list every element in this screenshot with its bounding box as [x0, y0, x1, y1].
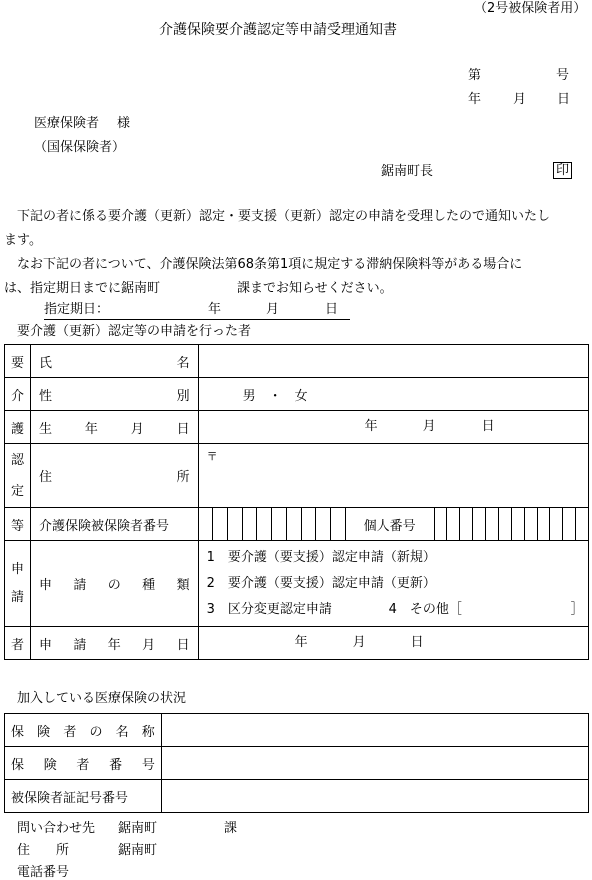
name-field[interactable] — [198, 345, 588, 378]
form-type-note: （2号被保険者用） — [474, 1, 587, 16]
contact-phone-label: 電話番号 — [17, 865, 70, 880]
recipient-sub: （国保保険者） — [34, 140, 126, 155]
birth-label: 生 年 月 日 — [38, 421, 190, 437]
due-date-day: 日 — [325, 302, 339, 317]
application-year: 年 — [294, 635, 308, 650]
side-char: 定 — [10, 483, 24, 499]
personal-number-boxes[interactable] — [435, 508, 588, 540]
side-char: 要 — [5, 345, 31, 378]
side-char: 護 — [5, 411, 31, 444]
contact-town: 鋸南町 — [118, 821, 158, 836]
doc-number-prefix: 第 — [468, 68, 482, 83]
applicant-table — [4, 344, 589, 660]
gender-label: 性 別 — [38, 388, 190, 404]
issue-date-month: 月 — [513, 92, 527, 107]
application-type-option-other[interactable]: 4 その他［ — [388, 601, 462, 617]
recipient-name: 医療保険者 — [34, 116, 100, 131]
application-type-option-change[interactable]: 3 区分変更認定申請 — [206, 601, 332, 617]
gender-field[interactable] — [198, 378, 588, 411]
contact-address-label: 住 所 — [17, 843, 70, 858]
application-type-option-renewal[interactable]: 2 要介護（要支援）認定申請（更新） — [206, 575, 436, 591]
birth-date-field[interactable] — [198, 411, 588, 444]
birth-month: 月 — [422, 419, 436, 434]
body-line-4a: は、指定期日までに鋸南町 — [4, 281, 161, 296]
birth-year: 年 — [364, 419, 378, 434]
card-number-label: 被保険者証記号番号 — [11, 790, 129, 806]
body-line-1: 下記の者に係る要介護（更新）認定・要支援（更新）認定の申請を受理したので通知いたし — [17, 209, 551, 224]
contact-address-value: 鋸南町 — [118, 843, 158, 858]
due-date-month: 月 — [266, 302, 280, 317]
gender-options: 男 ・ 女 — [242, 388, 308, 404]
application-day: 日 — [410, 635, 424, 650]
side-char: 請 — [10, 589, 24, 605]
side-char: 介 — [5, 378, 31, 411]
card-number-field[interactable] — [161, 780, 588, 813]
contact-dept-suffix: 課 — [224, 821, 238, 836]
application-month: 月 — [352, 635, 366, 650]
body-line-2: ます。 — [4, 233, 42, 248]
body-line-3: なお下記の者について、介護保険法第68条第1項に規定する滞納保険料等がある場合に — [17, 257, 523, 272]
body-line-4b: 課までお知らせください。 — [237, 281, 393, 296]
insurance-table — [4, 713, 589, 813]
insured-number-boxes[interactable] — [199, 508, 346, 540]
address-label: 住 所 — [38, 470, 190, 485]
application-type-label: 申 請 の 種 類 — [38, 578, 190, 593]
issue-date-day: 日 — [557, 92, 571, 107]
recipient-honorific: 様 — [117, 116, 131, 131]
issue-date-year: 年 — [468, 92, 482, 107]
seal-mark: 印 — [553, 162, 572, 179]
application-type-other-close: ］ — [570, 601, 584, 617]
contact-label: 問い合わせ先 — [17, 821, 96, 836]
insured-number-label: 介護保険被保険者番号 — [38, 518, 169, 534]
doc-number-suffix: 号 — [556, 68, 570, 83]
application-type-field — [198, 541, 588, 627]
side-char: 認 — [10, 452, 24, 468]
applicant-section-title: 要介護（更新）認定等の申請を行った者 — [17, 324, 252, 339]
side-char: 等 — [5, 508, 31, 541]
side-char: 者 — [5, 627, 31, 660]
document-title: 介護保険要介護認定等申請受理通知書 — [159, 22, 397, 38]
insurance-section-title: 加入している医療保険の状況 — [17, 691, 187, 706]
insurer-name-field[interactable] — [161, 714, 588, 747]
due-date-year: 年 — [208, 302, 222, 317]
insurer-name-label: 保 険 者 の 名 称 — [11, 724, 155, 740]
application-date-field[interactable] — [198, 627, 588, 660]
application-date-label: 申 請 年 月 日 — [38, 637, 190, 653]
personal-number-label: 個人番号 — [346, 508, 435, 540]
application-type-option-new[interactable]: 1 要介護（要支援）認定申請（新規） — [206, 549, 436, 565]
birth-day: 日 — [481, 419, 495, 434]
side-char: 申 — [10, 561, 24, 577]
insurer-number-label: 保 険 者 番 号 — [11, 757, 155, 773]
due-date-label: 指定期日： — [44, 302, 110, 317]
address-field[interactable] — [198, 444, 588, 508]
insurer-number-field[interactable] — [161, 747, 588, 780]
sender-title: 鋸南町長 — [381, 164, 434, 179]
name-label: 氏 名 — [38, 355, 190, 371]
postal-mark: 〒 — [206, 450, 218, 463]
